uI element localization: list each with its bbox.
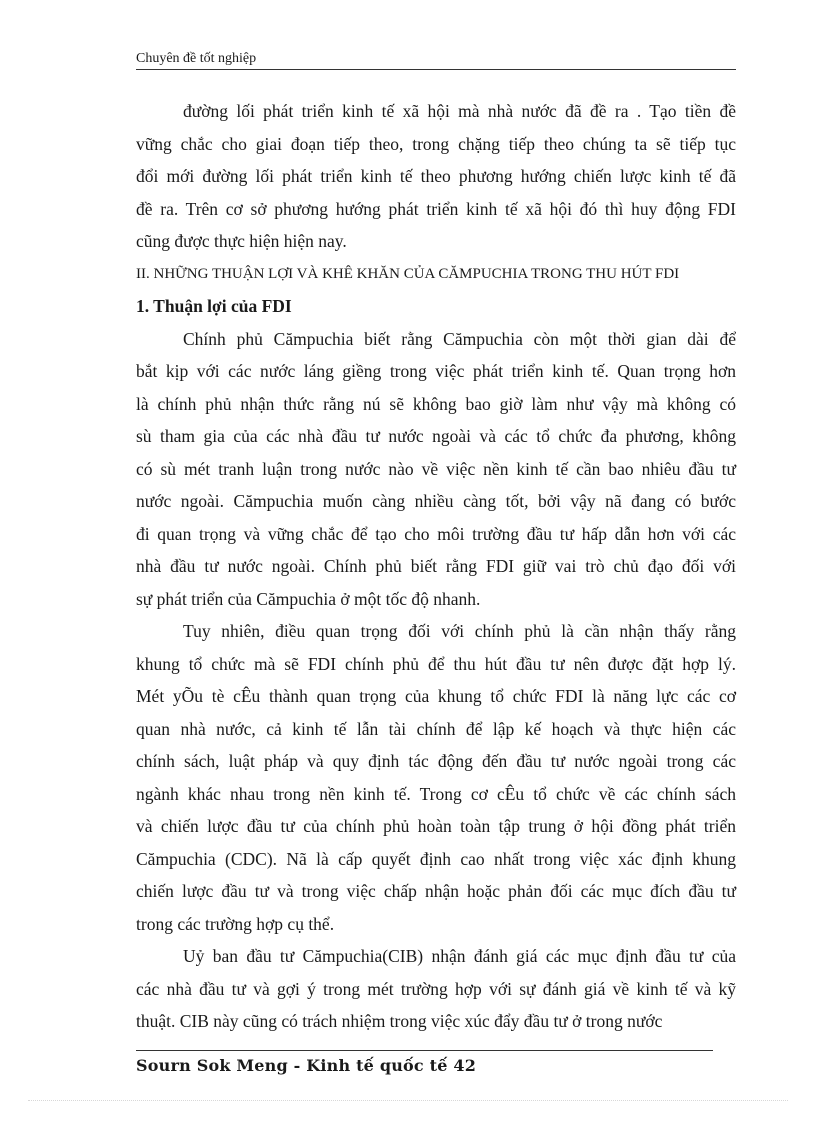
text-line: Mét yÕu tè cÊu thành quan trọng của khung tổ chức FDI là năng lực các cơ [136, 686, 736, 706]
document-body [136, 95, 736, 1038]
text-line: trong các trường hợp cụ thể. [136, 913, 335, 934]
text-line: Tuy nhiên, điều quan trọng đối với chính phủ là cần nhận thấy rằng [183, 621, 736, 641]
text-line: Uỷ ban đầu tư Cămpuchia(CIB) nhận đánh giá các mục định đầu tư của [183, 946, 736, 966]
section-heading: 1. Thuận lợi của FDI [136, 296, 292, 316]
text-line: ngành khác nhau trong nền kinh tế. Trong cơ cÊu tổ chức về các chính sách [136, 783, 736, 804]
text-line: là chính phủ nhận thức rằng nú sẽ không bao giờ làm như vậy mà không có [136, 393, 736, 414]
text-line: vững chắc cho giai đoạn tiếp theo, trong chặng tiếp theo chúng ta sẽ tiếp tục [136, 133, 736, 154]
text-line: chính sách, luật pháp và quy định tác động đến đầu tư nước ngoài trong các [136, 751, 736, 771]
text-line: các nhà đầu tư và gợi ý trong mét trường hợp với sự đánh giá về kinh tế và kỹ [136, 978, 736, 999]
text-line: đề ra. Trên cơ sở phương hướng phát triển kinh tế xã hội đó thì huy động FDI [136, 198, 736, 219]
text-line: cũng được thực hiện hiện nay. [136, 231, 347, 251]
text-line: nhà đầu tư nước ngoài. Chính phủ biết rằng FDI giữ vai trò chủ đạo đối với [136, 556, 736, 576]
text-line: khung tổ chức mà sẽ FDI chính phủ để thu hút đầu tư nên được đặt hợp lý. [136, 653, 736, 674]
footer-divider [136, 1050, 713, 1051]
text-line: đi quan trọng và vững chắc để tạo cho môi trường đầu tư hấp dẫn hơn với các [136, 523, 736, 544]
text-line: thuật. CIB này cũng có trách nhiệm trong việc xúc đẩy đầu tư ở trong nước [136, 1011, 663, 1031]
text-line: Cămpuchia (CDC). Nã là cấp quyết định cao nhất trong việc xác định khung [136, 848, 736, 869]
text-line: có sù mét tranh luận trong nước nào về việc nền kinh tế cần bao nhiêu đầu tư [136, 458, 736, 479]
text-line: đổi mới đường lối phát triển kinh tế theo phương hướng chiến lược kinh tế đã [136, 166, 736, 186]
page-footer: Sourn Sok Meng - Kinh tế quốc tế 42 [136, 1056, 477, 1075]
page-header: Chuyên đề tốt nghiệp [136, 50, 736, 70]
section-heading: II. NHỮNG THUẬN LỢI VÀ KHÊ KHĂN CỦA CĂMPUCHIA TRONG THU HÚT FDI [136, 265, 680, 282]
text-line: Chính phủ Cămpuchia biết rằng Cămpuchia còn một thời gian dài để [183, 328, 736, 349]
page-edge-dots [28, 1100, 788, 1101]
text-line: và chiến lược đầu tư của chính phủ hoàn toàn tập trung ở hội đồng phát triển [136, 816, 736, 836]
text-line: đường lối phát triển kinh tế xã hội mà nhà nước đã đề ra . Tạo tiền đề [183, 101, 736, 121]
text-line: bắt kịp với các nước láng giềng trong việc phát triển kinh tế. Quan trọng hơn [136, 361, 736, 381]
text-line: sự phát triển của Cămpuchia ở một tốc độ nhanh. [136, 588, 481, 609]
text-line: chiến lược đầu tư và trong việc chấp nhận hoặc phản đối các mục đích đầu tư [136, 881, 736, 901]
text-line: quan nhà nước, cả kinh tế lẫn tài chính để lập kế hoạch và thực hiện các [136, 718, 736, 739]
text-line: nước ngoài. Cămpuchia muốn càng nhiều càng tốt, bởi vậy nã đang có bước [136, 491, 736, 511]
text-line: sù tham gia của các nhà đầu tư nước ngoài và các tổ chức đa phương, không [136, 426, 736, 446]
